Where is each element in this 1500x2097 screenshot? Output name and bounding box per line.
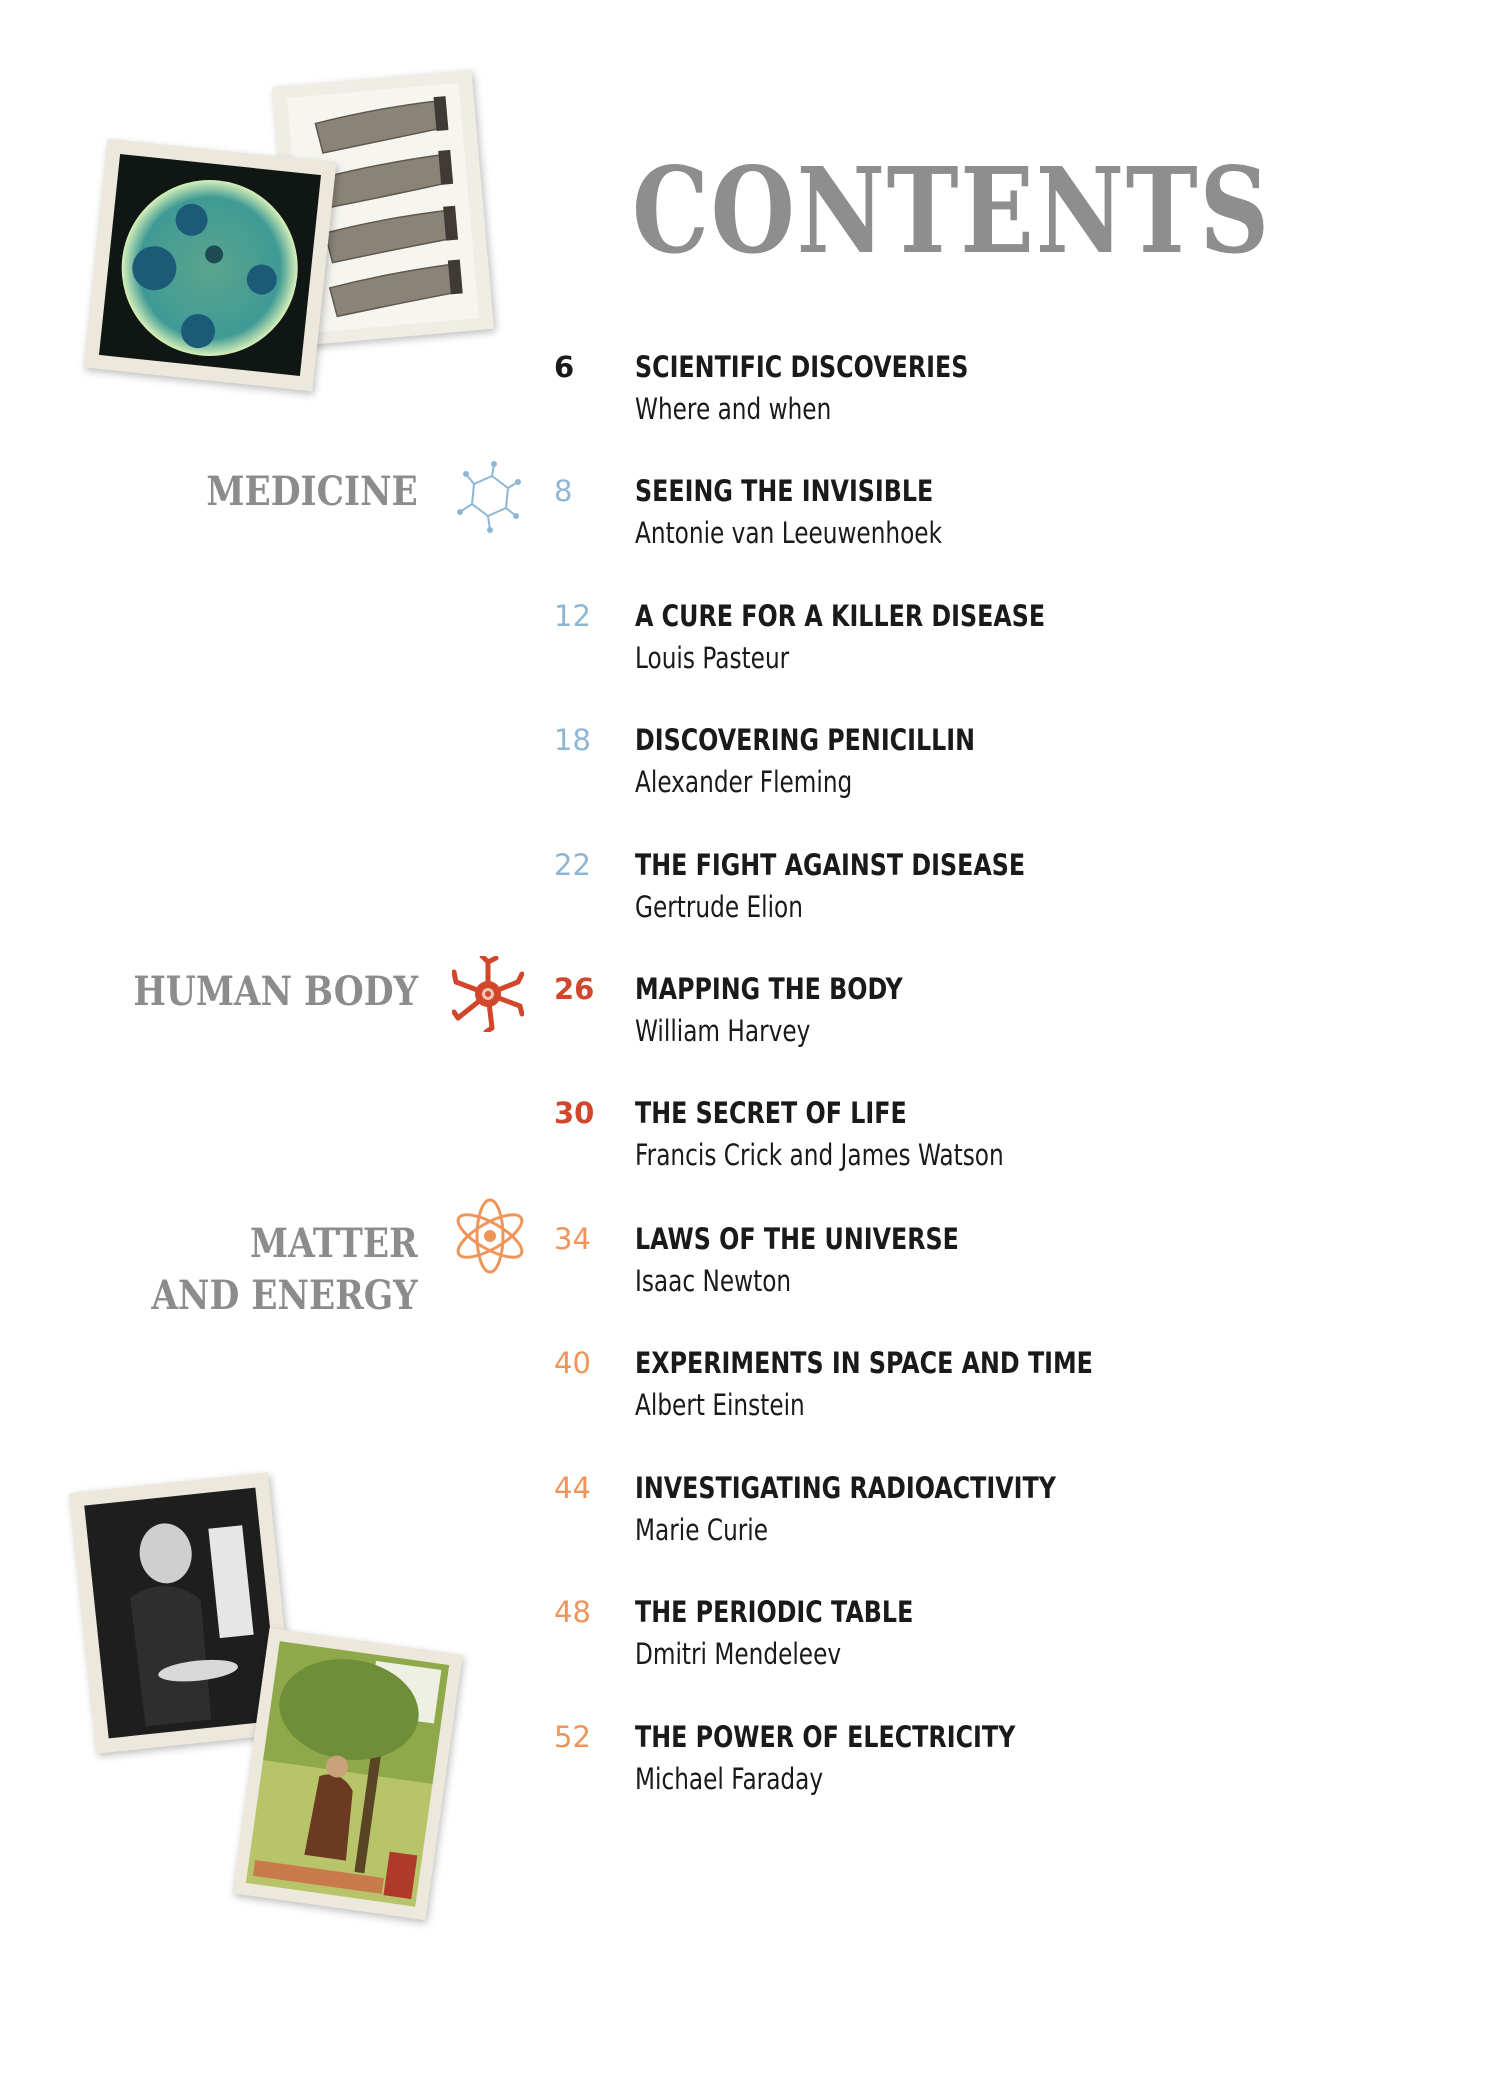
entry-title: THE FIGHT AGAINST DISEASE bbox=[635, 848, 1026, 882]
page-number: 40 bbox=[554, 1346, 591, 1380]
entry-title: LAWS OF THE UNIVERSE bbox=[635, 1222, 959, 1256]
entry-title: A CURE FOR A KILLER DISEASE bbox=[635, 599, 1046, 633]
newton-card-illustration bbox=[232, 1628, 462, 1921]
entry-title: THE POWER OF ELECTRICITY bbox=[635, 1720, 1016, 1754]
toc-entry[interactable] bbox=[540, 597, 1240, 697]
petri-dish-photo bbox=[84, 139, 337, 392]
toc-entry[interactable] bbox=[540, 1094, 1240, 1194]
entry-subtitle: Francis Crick and James Watson bbox=[635, 1138, 1004, 1172]
page-number: 30 bbox=[554, 1096, 595, 1130]
entry-title: THE SECRET OF LIFE bbox=[635, 1096, 907, 1130]
toc-entry[interactable] bbox=[540, 1220, 1240, 1320]
entry-subtitle: Marie Curie bbox=[635, 1513, 769, 1547]
toc-entry[interactable] bbox=[540, 1469, 1240, 1569]
petri-dish-illustration bbox=[84, 139, 337, 392]
entry-subtitle: Antonie van Leeuwenhoek bbox=[635, 516, 943, 550]
entry-subtitle: Gertrude Elion bbox=[635, 890, 803, 924]
entry-subtitle: Michael Faraday bbox=[635, 1762, 824, 1796]
section-label-line1: MATTER bbox=[250, 1220, 418, 1267]
entry-subtitle: Isaac Newton bbox=[635, 1264, 792, 1298]
entry-subtitle: Alexander Fleming bbox=[635, 765, 853, 799]
toc-entry[interactable] bbox=[540, 1593, 1240, 1693]
entry-title: THE PERIODIC TABLE bbox=[635, 1595, 914, 1629]
neuron-icon bbox=[452, 956, 524, 1037]
section-label-matter-energy bbox=[152, 1218, 418, 1322]
entry-subtitle: Dmitri Mendeleev bbox=[635, 1637, 842, 1671]
entry-title: DISCOVERING PENICILLIN bbox=[635, 723, 976, 757]
toc-entry[interactable] bbox=[540, 846, 1240, 946]
entry-subtitle: William Harvey bbox=[635, 1014, 811, 1048]
atom-icon bbox=[450, 1194, 530, 1283]
page-number: 44 bbox=[554, 1471, 591, 1505]
page-number: 34 bbox=[554, 1222, 591, 1256]
entry-subtitle: Albert Einstein bbox=[635, 1388, 805, 1422]
entry-subtitle: Louis Pasteur bbox=[635, 641, 790, 675]
toc-entry[interactable] bbox=[540, 1718, 1240, 1818]
entry-subtitle: Where and when bbox=[635, 392, 832, 426]
toc-entry[interactable] bbox=[540, 472, 1240, 572]
entry-title: SCIENTIFIC DISCOVERIES bbox=[635, 350, 969, 384]
page-number: 6 bbox=[554, 350, 575, 384]
entry-title: SEEING THE INVISIBLE bbox=[635, 474, 934, 508]
page-number: 22 bbox=[554, 848, 591, 882]
entry-title: EXPERIMENTS IN SPACE AND TIME bbox=[635, 1346, 1093, 1380]
section-label-human-body: HUMAN BODY bbox=[133, 968, 418, 1015]
molecule-icon bbox=[452, 458, 522, 543]
toc-entry[interactable] bbox=[540, 721, 1240, 821]
page-number: 48 bbox=[554, 1595, 591, 1629]
newton-apple-tree-card bbox=[232, 1628, 462, 1921]
entry-title: INVESTIGATING RADIOACTIVITY bbox=[635, 1471, 1056, 1505]
toc-entry[interactable] bbox=[540, 1344, 1240, 1444]
toc-entry[interactable] bbox=[540, 970, 1240, 1070]
toc-entry[interactable] bbox=[540, 348, 1240, 448]
entry-title: MAPPING THE BODY bbox=[635, 972, 903, 1006]
section-label-line2: AND ENERGY bbox=[151, 1272, 418, 1319]
page-number: 18 bbox=[554, 723, 591, 757]
page-title: CONTENTS bbox=[632, 141, 1271, 280]
page-number: 12 bbox=[554, 599, 591, 633]
page-number: 26 bbox=[554, 972, 595, 1006]
page-number: 52 bbox=[554, 1720, 591, 1754]
page-number: 8 bbox=[554, 474, 573, 508]
section-label-medicine: MEDICINE bbox=[206, 468, 418, 515]
